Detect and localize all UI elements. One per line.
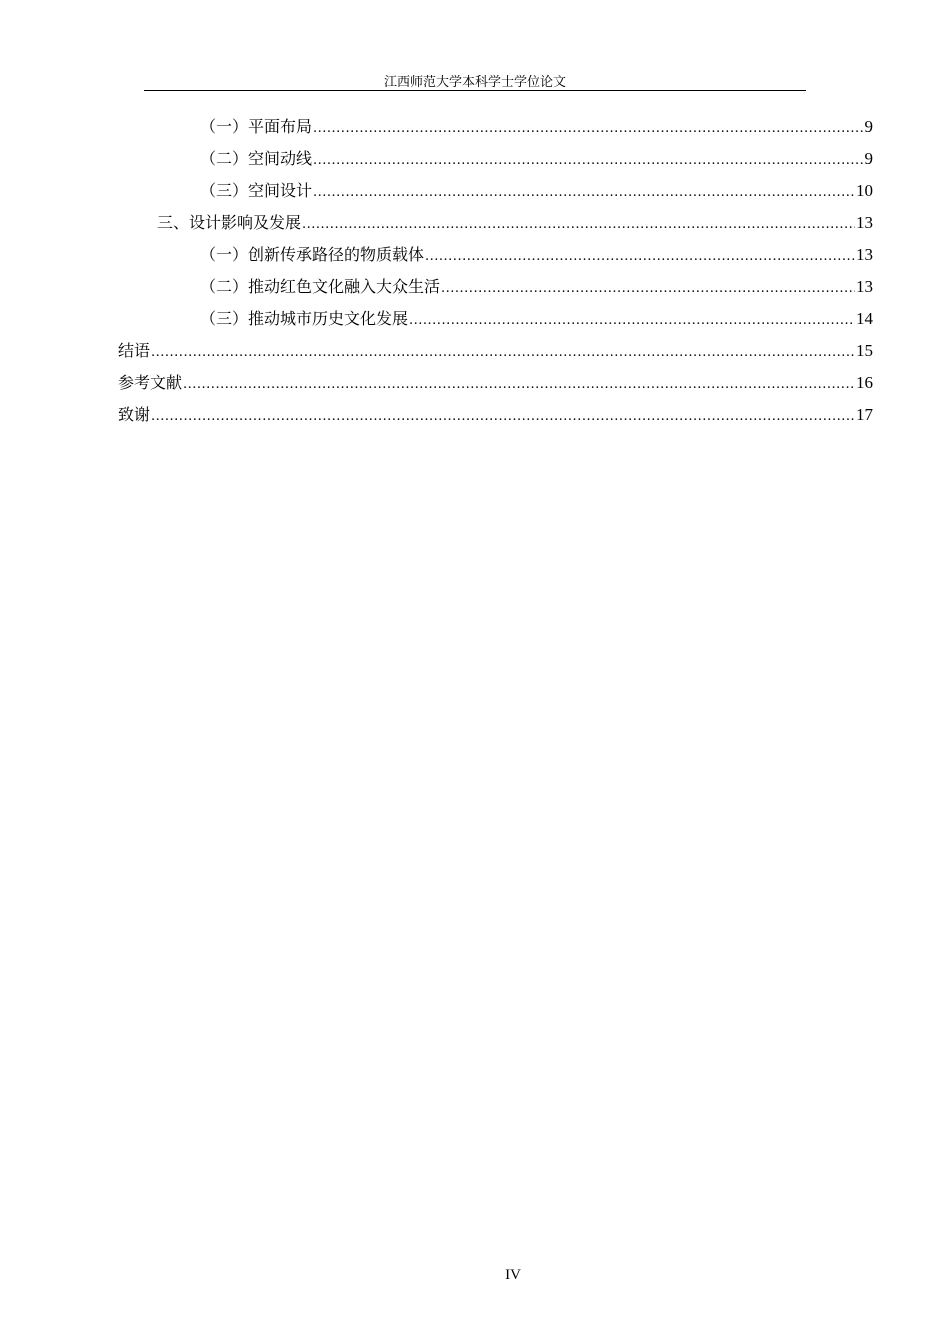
toc-entry-label: 结语 bbox=[118, 341, 151, 360]
toc-leader-dots bbox=[183, 375, 855, 395]
toc-leader-dots bbox=[151, 343, 855, 363]
toc-leader-dots bbox=[302, 215, 855, 235]
toc-entry-page: 10 bbox=[856, 181, 873, 200]
toc-entry-label: （三）空间设计 bbox=[200, 181, 313, 200]
toc-leader-dots bbox=[409, 311, 855, 331]
toc-entry[interactable] bbox=[200, 175, 873, 207]
toc-entry-label: 三、设计影响及发展 bbox=[157, 213, 302, 232]
toc-entry-page: 14 bbox=[856, 309, 873, 328]
toc-entry-page: 13 bbox=[856, 245, 873, 264]
toc-entry-label: （一）创新传承路径的物质载体 bbox=[200, 245, 425, 264]
toc-entry-label: 参考文献 bbox=[118, 373, 183, 392]
header-title: 江西师范大学本科学士学位论文 bbox=[383, 75, 566, 90]
toc-entry-page: 16 bbox=[856, 373, 873, 392]
toc-entry[interactable] bbox=[118, 335, 873, 367]
toc-entry[interactable] bbox=[200, 271, 873, 303]
toc-leader-dots bbox=[441, 279, 855, 299]
toc-entry-page: 9 bbox=[864, 117, 873, 136]
toc-entry-label: 致谢 bbox=[118, 405, 151, 424]
toc-entry-label: （一）平面布局 bbox=[200, 117, 313, 136]
toc-entry[interactable] bbox=[200, 239, 873, 271]
toc-entry[interactable] bbox=[200, 143, 873, 175]
toc-leader-dots bbox=[425, 247, 855, 267]
page-footer bbox=[0, 1264, 950, 1284]
toc-leader-dots bbox=[151, 407, 855, 427]
page-number: IV bbox=[505, 1267, 521, 1283]
running-header bbox=[144, 68, 806, 91]
toc-entry-page: 13 bbox=[856, 277, 873, 296]
toc-entry[interactable] bbox=[200, 303, 873, 335]
toc-entry-page: 13 bbox=[856, 213, 873, 232]
toc-entry-label: （二）空间动线 bbox=[200, 149, 313, 168]
toc-entry-label: （二）推动红色文化融入大众生活 bbox=[200, 277, 441, 296]
toc-entry[interactable] bbox=[157, 207, 873, 239]
toc-leader-dots bbox=[313, 183, 855, 203]
toc-entry[interactable] bbox=[118, 367, 873, 399]
toc-entry-page: 9 bbox=[864, 149, 873, 168]
toc-leader-dots bbox=[313, 119, 863, 139]
toc-entry-page: 17 bbox=[856, 405, 873, 424]
toc-entry-label: （三）推动城市历史文化发展 bbox=[200, 309, 409, 328]
toc-entry[interactable] bbox=[200, 111, 873, 143]
toc-entry-page: 15 bbox=[856, 341, 873, 360]
toc-leader-dots bbox=[313, 151, 863, 171]
toc-entry[interactable] bbox=[118, 399, 873, 431]
